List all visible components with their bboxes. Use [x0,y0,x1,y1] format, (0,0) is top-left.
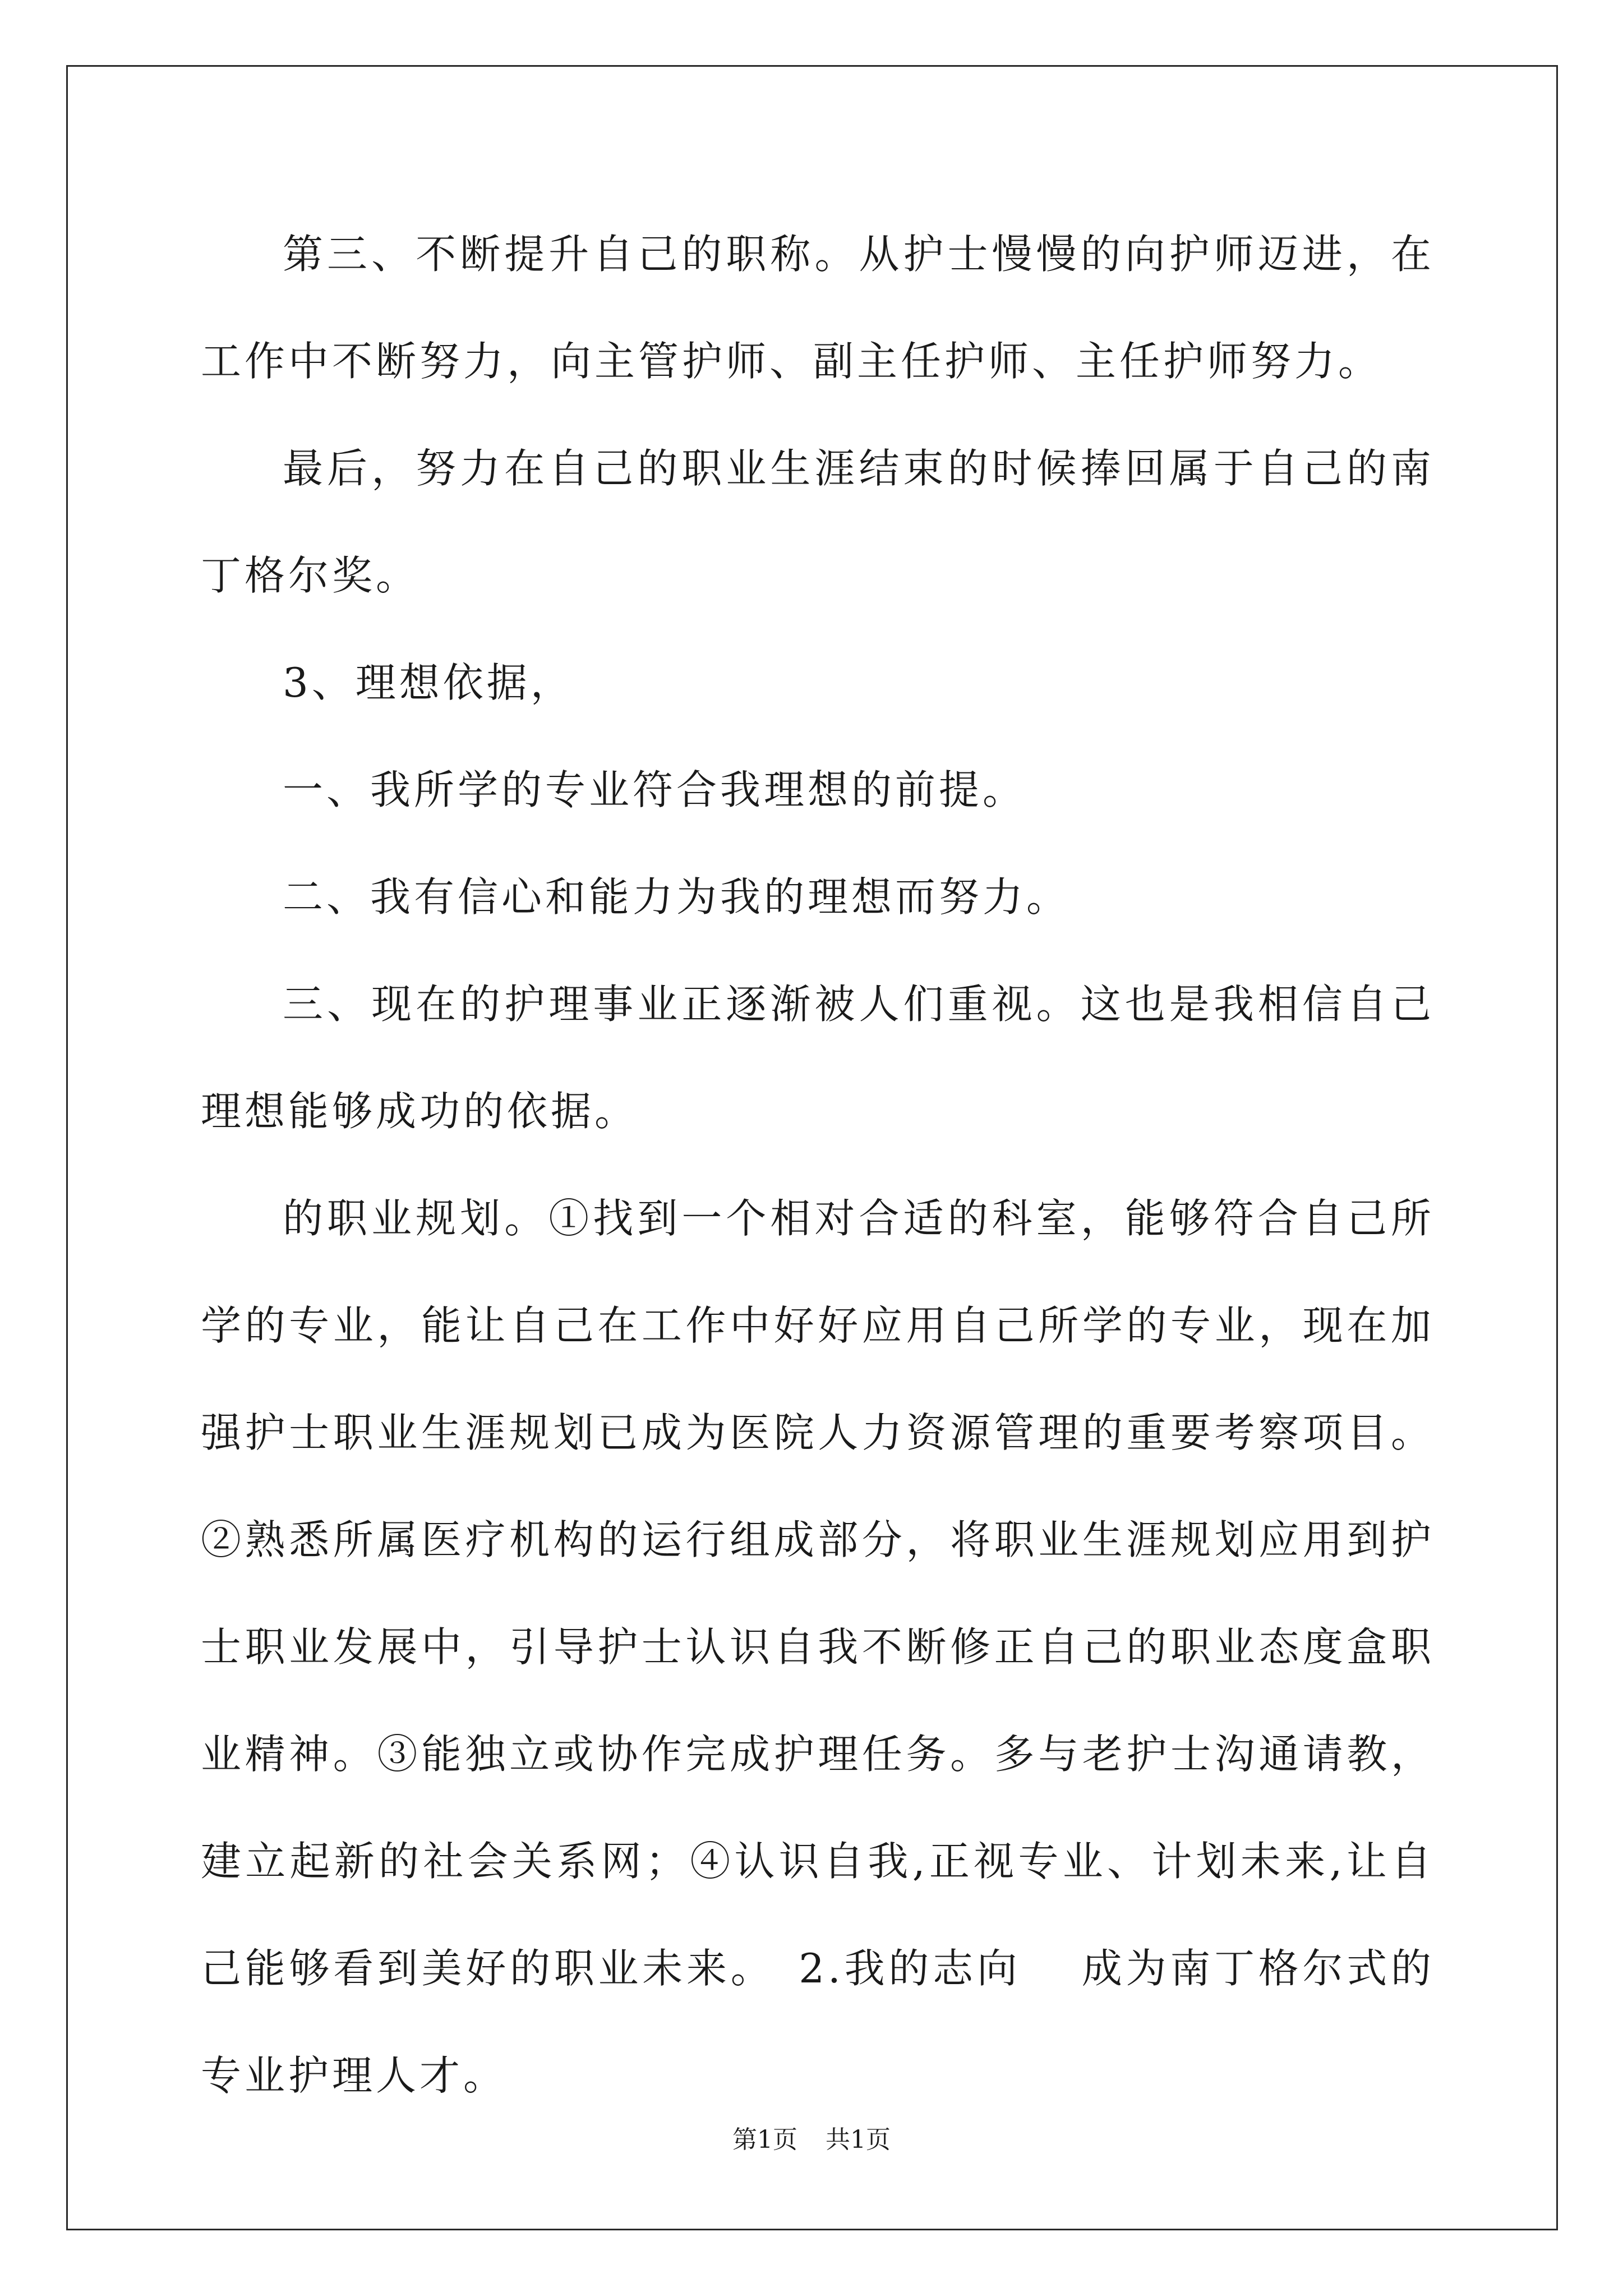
paragraph-nightingale-award: 最后，努力在自己的职业生涯结束的时候捧回属于自己的南丁格尔奖。 [201,445,1435,599]
paragraph-basis-three: 三、现在的护理事业正逐渐被人们重视。这也是我相信自己理想能够成功的依据。 [201,981,1435,1135]
page-total: 共1页 [826,2125,891,2154]
paragraph-ideal-basis-heading: 3、理想依据， [283,659,574,706]
document-body [201,201,1435,2129]
page-number: 第1页 [732,2125,797,2154]
paragraph-basis-one: 一、我所学的专业符合我理想的前提。 [283,766,1027,813]
paragraph-basis-two: 二、我有信心和能力为我的理想而努力。 [283,873,1071,921]
paragraph-title-promotion: 第三、不断提升自己的职称。从护士慢慢的向护师迈进，在工作中不断努力，向主管护师、副主任护师、主任护师努力。 [201,231,1435,385]
paragraph-career-plan: 的职业规划。①找到一个相对合适的科室，能够符合自己所学的专业，能让自己在工作中好好应用自己所学的专业，现在加强护士职业生涯规划已成为医院人力资源管理的重要考察项目。②熟悉所属医疗机构的运行组成部分，将职业生涯规划应用到护士职业发展中，引导护士认识自我不断修正自己的职业态度盒职业精神。③能独立或协作完成护理任务。多与老护士沟通请教，建立起新的社会关系网；④认识自我,正视专业、计划未来,让自己能够看到美好的职业未来。 2.我的志向 成为南丁格尔式的专业护理人才。 [201,1195,1435,2099]
page-footer [0,2119,1623,2155]
